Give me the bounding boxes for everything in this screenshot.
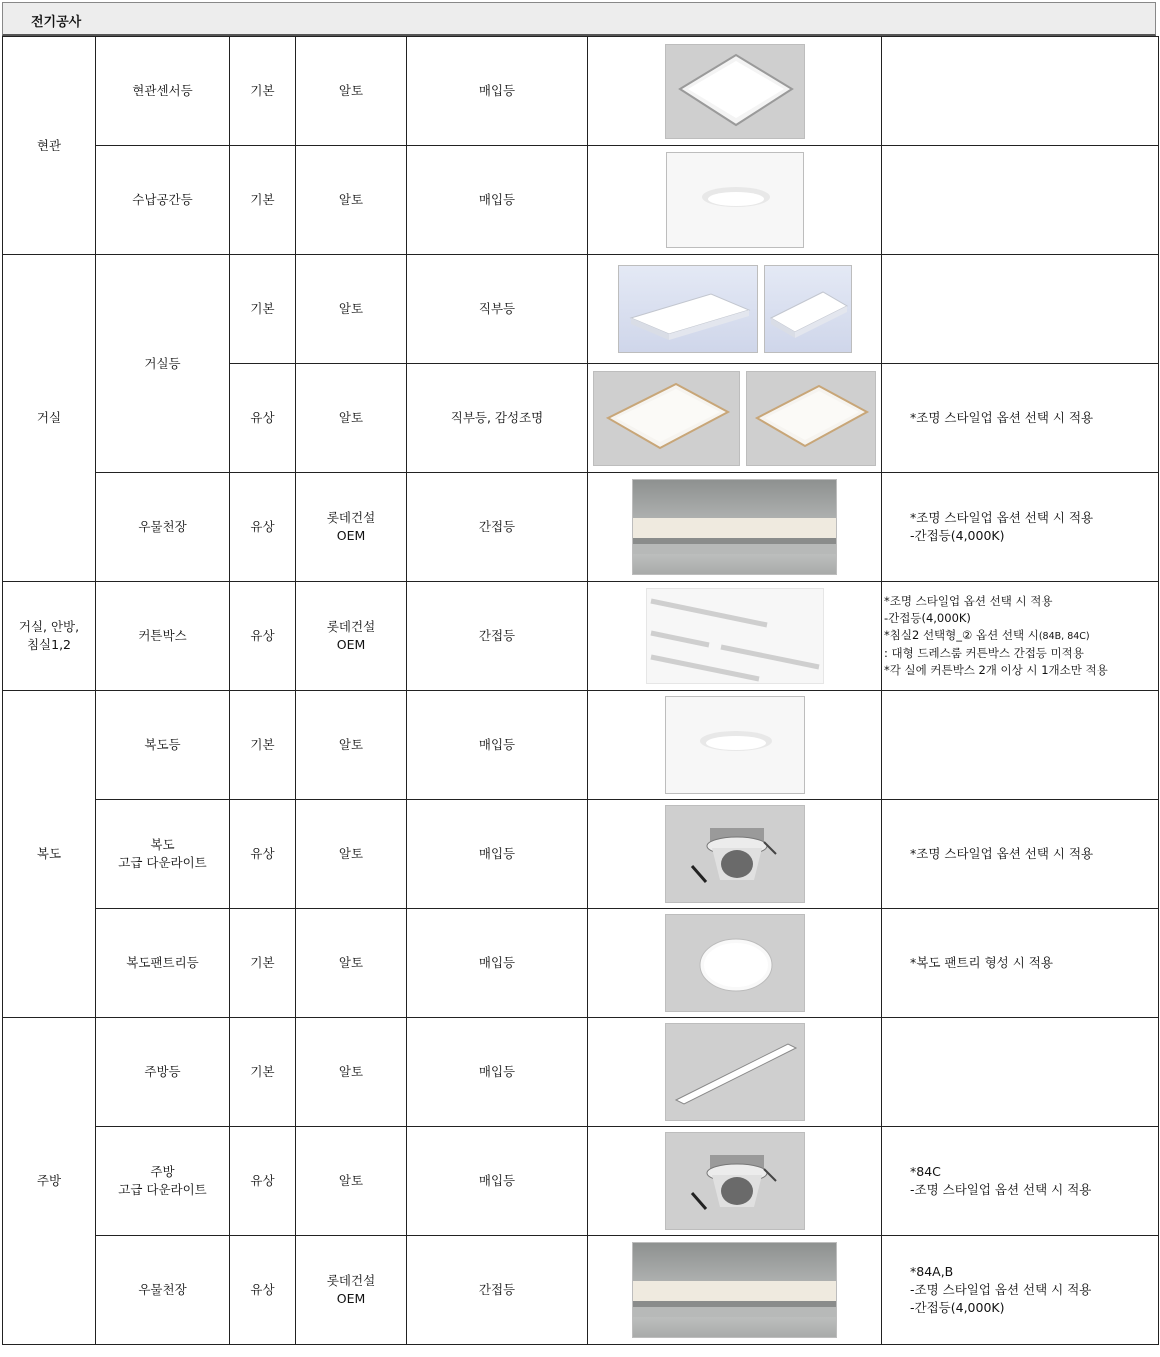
- note-cell: [882, 146, 1159, 255]
- group-cell: 복도: [3, 691, 96, 1018]
- note-line: -조명 스타일업 옵션 선택 시 적용: [910, 1282, 1092, 1297]
- note-cell: [882, 1018, 1159, 1127]
- group-cell: 거실, 안방, 침실1,2: [3, 582, 96, 691]
- brand-cell: 알토: [296, 800, 407, 909]
- note-cell: [882, 255, 1159, 364]
- note-line: : 대형 드레스룸 커튼박스 간접등 미적용: [884, 646, 1084, 660]
- table-row: [3, 1236, 1159, 1345]
- kind-cell: 간접등: [407, 473, 588, 582]
- item-line: 주방: [150, 1164, 175, 1179]
- table-row: [3, 37, 1159, 146]
- image-cell: [588, 909, 882, 1018]
- ceiling-light-small-image: [764, 265, 852, 353]
- image-cell: [588, 364, 882, 473]
- table-row: [3, 582, 1159, 691]
- table-row: [3, 146, 1159, 255]
- image-cell: [588, 146, 882, 255]
- type-cell: 기본: [230, 1018, 296, 1127]
- item-line: 복도: [150, 837, 175, 852]
- item-cell: 우물천장: [96, 1236, 230, 1345]
- brand-cell: 알토: [296, 1018, 407, 1127]
- type-cell: 유상: [230, 364, 296, 473]
- image-cell: [588, 473, 882, 582]
- item-cell: 거실등: [96, 255, 230, 473]
- gold-frame-light-small-image: [746, 371, 876, 466]
- table-row: [3, 1018, 1159, 1127]
- type-cell: 기본: [230, 255, 296, 364]
- note-cell: [882, 582, 1159, 691]
- kind-cell: 직부등: [407, 255, 588, 364]
- brand-line: 롯데건설: [326, 619, 376, 634]
- kind-cell: 간접등: [407, 582, 588, 691]
- brand-cell: 알토: [296, 909, 407, 1018]
- group-cell: 현관: [3, 37, 96, 255]
- table-row: [3, 473, 1159, 582]
- type-cell: 유상: [230, 1236, 296, 1345]
- brand-cell: 알토: [296, 1127, 407, 1236]
- indirect-light-bar-image: [632, 1242, 837, 1338]
- kind-cell: 간접등: [407, 1236, 588, 1345]
- note-cell: [882, 691, 1159, 800]
- brand-cell: [296, 582, 407, 691]
- type-cell: 유상: [230, 582, 296, 691]
- image-cell: [588, 582, 882, 691]
- image-cell: [588, 800, 882, 909]
- section-header: [2, 2, 1156, 36]
- note-line: -간접등(4,000K): [884, 611, 971, 625]
- kind-cell: 매입등: [407, 1018, 588, 1127]
- note-cell: [882, 1127, 1159, 1236]
- note-line: *84C: [910, 1164, 941, 1179]
- type-cell: 유상: [230, 1127, 296, 1236]
- recessed-downlight-image: [665, 696, 805, 794]
- note-line: -간접등(4,000K): [910, 1300, 1005, 1315]
- note-line: *84A,B: [910, 1264, 954, 1279]
- round-flat-light-image: [665, 914, 805, 1012]
- note-line: *조명 스타일업 옵션 선택 시 적용: [910, 510, 1094, 525]
- image-cell: [588, 1127, 882, 1236]
- image-cell: [588, 1236, 882, 1345]
- image-cell: [588, 1018, 882, 1127]
- note-line: *각 실에 커튼박스 2개 이상 시 1개소만 적용: [884, 663, 1108, 677]
- recessed-downlight-image: [666, 152, 804, 248]
- item-cell: 커튼박스: [96, 582, 230, 691]
- note-text: *침실2 선택형_② 옵션 선택 시: [884, 628, 1039, 642]
- note-cell: [882, 473, 1159, 582]
- indirect-light-bar-image: [632, 479, 837, 575]
- square-panel-light-image: [665, 44, 805, 139]
- gold-frame-light-image: [593, 371, 740, 466]
- type-cell: 유상: [230, 800, 296, 909]
- table-row: [3, 800, 1159, 909]
- brand-line: 롯데건설: [326, 1273, 376, 1288]
- brand-cell: [296, 1236, 407, 1345]
- image-cell: [588, 691, 882, 800]
- note-cell: [882, 1236, 1159, 1345]
- kind-cell: 매입등: [407, 800, 588, 909]
- note-cell: *복도 팬트리 형성 시 적용: [882, 909, 1159, 1018]
- item-line: 고급 다운라이트: [118, 1182, 207, 1197]
- brand-line: OEM: [336, 528, 366, 543]
- note-cell: [882, 37, 1159, 146]
- note-cell: *조명 스타일업 옵션 선택 시 적용: [882, 800, 1159, 909]
- item-cell: 수납공간등: [96, 146, 230, 255]
- premium-downlight-image: [665, 1132, 805, 1230]
- brand-cell: 알토: [296, 691, 407, 800]
- note-line: *조명 스타일업 옵션 선택 시 적용: [884, 594, 1053, 608]
- kind-cell: 직부등, 감성조명: [407, 364, 588, 473]
- item-cell: [96, 800, 230, 909]
- note-cell: *조명 스타일업 옵션 선택 시 적용: [882, 364, 1159, 473]
- item-cell: 우물천장: [96, 473, 230, 582]
- item-cell: [96, 1127, 230, 1236]
- table-row: [3, 1127, 1159, 1236]
- item-cell: 현관센서등: [96, 37, 230, 146]
- brand-line: OEM: [336, 1291, 366, 1306]
- note-line: [884, 627, 1158, 645]
- linear-recessed-light-image: [665, 1023, 805, 1121]
- brand-line: OEM: [336, 637, 366, 652]
- note-line: -조명 스타일업 옵션 선택 시 적용: [910, 1182, 1092, 1197]
- brand-cell: 알토: [296, 255, 407, 364]
- kind-cell: 매입등: [407, 146, 588, 255]
- type-cell: 유상: [230, 473, 296, 582]
- kind-cell: 매입등: [407, 1127, 588, 1236]
- type-cell: 기본: [230, 37, 296, 146]
- image-cell: [588, 255, 882, 364]
- item-cell: 복도팬트리등: [96, 909, 230, 1018]
- kind-cell: 매입등: [407, 37, 588, 146]
- brand-cell: 알토: [296, 37, 407, 146]
- brand-cell: 알토: [296, 364, 407, 473]
- lighting-spec-table: [2, 36, 1159, 1345]
- item-cell: 주방등: [96, 1018, 230, 1127]
- curtain-box-rail-image: [646, 588, 824, 684]
- table-row: [3, 691, 1159, 800]
- kind-cell: 매입등: [407, 691, 588, 800]
- kind-cell: 매입등: [407, 909, 588, 1018]
- premium-downlight-image: [665, 805, 805, 903]
- type-cell: 기본: [230, 909, 296, 1018]
- item-line: 고급 다운라이트: [118, 855, 207, 870]
- note-model-text: (84B, 84C): [1038, 631, 1090, 642]
- type-cell: 기본: [230, 691, 296, 800]
- table-row: [3, 909, 1159, 1018]
- group-cell: 거실: [3, 255, 96, 582]
- item-cell: 복도등: [96, 691, 230, 800]
- image-cell: [588, 37, 882, 146]
- brand-cell: 알토: [296, 146, 407, 255]
- table-row: [3, 255, 1159, 364]
- brand-line: 롯데건설: [326, 510, 376, 525]
- ceiling-light-large-image: [618, 265, 758, 353]
- brand-cell: [296, 473, 407, 582]
- section-title: 전기공사: [31, 15, 82, 30]
- note-line: -간접등(4,000K): [910, 528, 1005, 543]
- type-cell: 기본: [230, 146, 296, 255]
- group-cell: 주방: [3, 1018, 96, 1345]
